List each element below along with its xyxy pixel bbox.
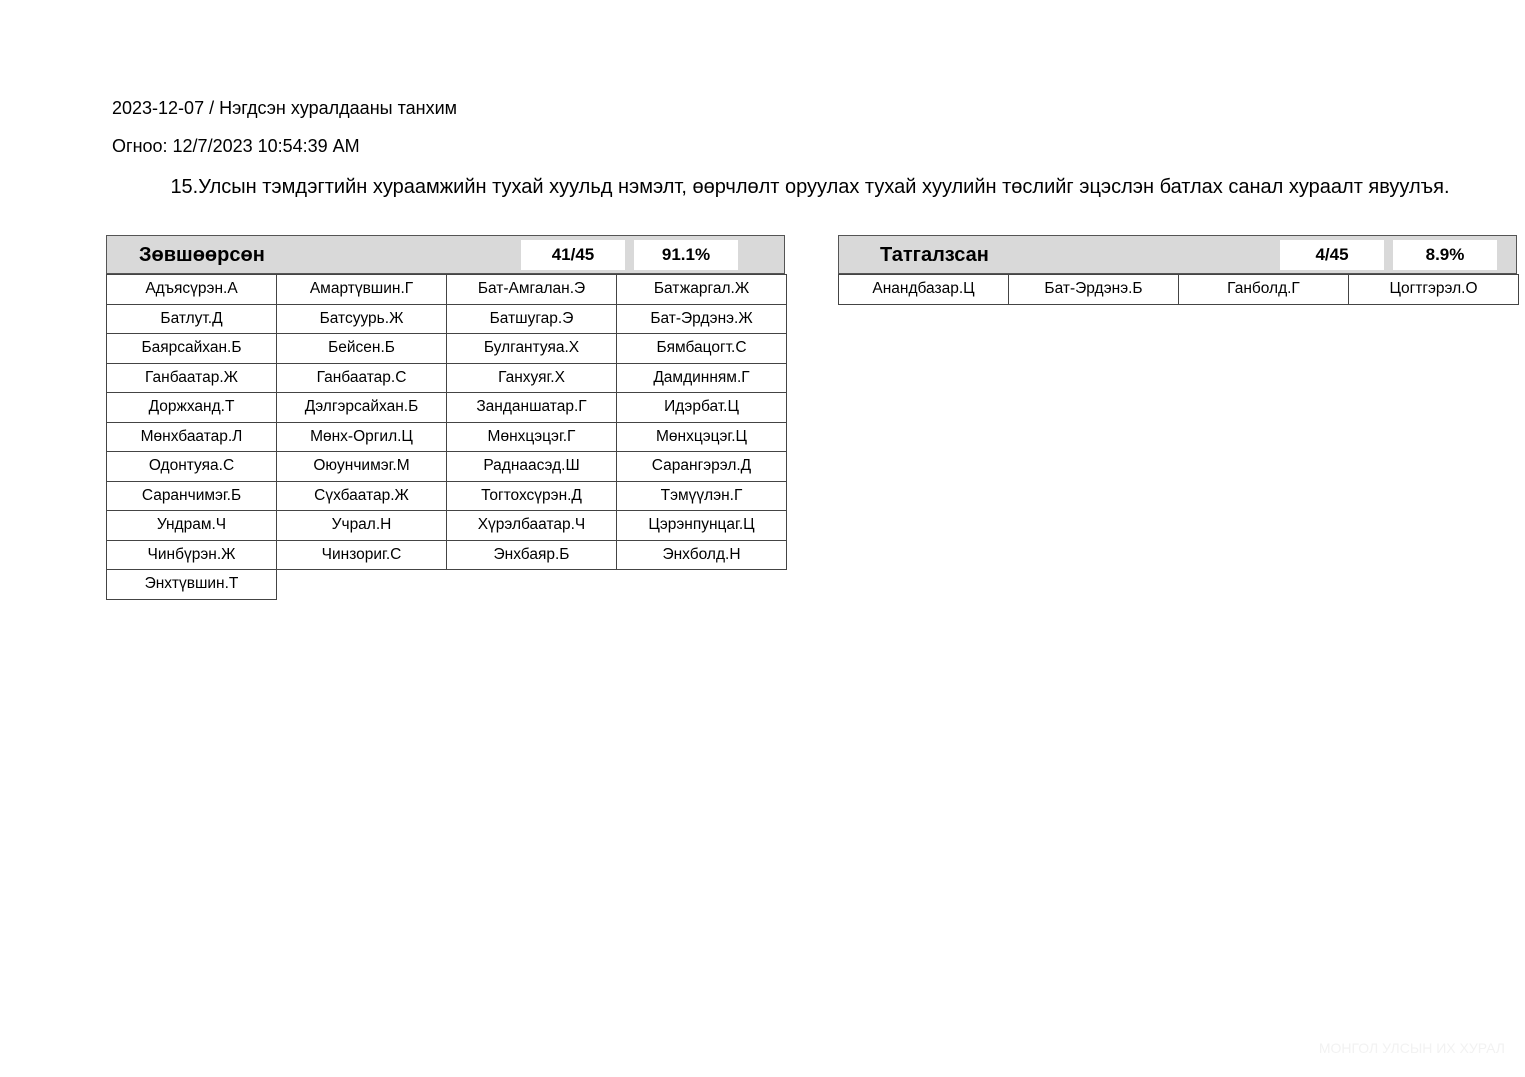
rejected-panel [838, 235, 1517, 304]
voter-name-cell: Сүхбаатар.Ж [276, 481, 447, 512]
vote-title: 15.Улсын тэмдэгтийн хураамжийн тухай хуульд нэмэлт, өөрчлөлт оруулах тухай хуулийн төслийг эцэслэн батлах санал хураалт явуулъя. [170, 176, 1450, 198]
voter-name-cell: Тэмүүлэн.Г [616, 481, 787, 512]
approved-panel [106, 235, 785, 599]
voter-name-cell: Бат-Амгалан.Э [446, 274, 617, 305]
voter-name-cell: Чинзориг.С [276, 540, 447, 571]
rejected-count: 4/45 [1280, 240, 1384, 270]
voter-name-cell: Бямбацогт.С [616, 333, 787, 364]
voter-name-cell: Амартүвшин.Г [276, 274, 447, 305]
approved-names-grid [106, 274, 785, 599]
voter-name-cell: Саранчимэг.Б [106, 481, 277, 512]
voter-name-cell: Ганхуяг.Х [446, 363, 617, 394]
voter-name-cell: Батжаргал.Ж [616, 274, 787, 305]
voter-name-cell: Бат-Эрдэнэ.Ж [616, 304, 787, 335]
voter-name-cell: Мөнхбаатар.Л [106, 422, 277, 453]
voter-name-cell: Дэлгэрсайхан.Б [276, 392, 447, 423]
voter-name-cell: Энхтүвшин.Т [106, 569, 277, 600]
voter-name-cell: Занданшатар.Г [446, 392, 617, 423]
voter-name-cell: Хүрэлбаатар.Ч [446, 510, 617, 541]
voter-name-cell: Цогтгэрэл.О [1348, 274, 1519, 305]
approved-percent: 91.1% [634, 240, 738, 270]
watermark: МОНГОЛ УЛСЫН ИХ ХУРАЛ [1318, 1040, 1505, 1056]
rejected-label: Татгалзсан [880, 244, 989, 266]
date-line: Огноо: 12/7/2023 10:54:39 AM [112, 136, 360, 156]
voter-name-cell: Адъясүрэн.А [106, 274, 277, 305]
voter-name-cell: Мөнхцэцэг.Г [446, 422, 617, 453]
voter-name-cell: Батсуурь.Ж [276, 304, 447, 335]
voter-name-cell: Тогтохсүрэн.Д [446, 481, 617, 512]
voter-name-cell: Мөнхцэцэг.Ц [616, 422, 787, 453]
voter-name-cell: Цэрэнпунцаг.Ц [616, 510, 787, 541]
voter-name-cell: Сарангэрэл.Д [616, 451, 787, 482]
approved-label: Зөвшөөрсөн [139, 244, 265, 266]
voter-name-cell: Энхболд.Н [616, 540, 787, 571]
voter-name-cell: Оюунчимэг.М [276, 451, 447, 482]
voter-name-cell: Батлут.Д [106, 304, 277, 335]
voter-name-cell: Батшугар.Э [446, 304, 617, 335]
voter-name-cell: Булгантуяа.Х [446, 333, 617, 364]
voter-name-cell: Бат-Эрдэнэ.Б [1008, 274, 1179, 305]
voter-name-cell: Ганболд.Г [1178, 274, 1349, 305]
approved-header [106, 235, 785, 274]
voter-name-cell: Ундрам.Ч [106, 510, 277, 541]
voter-name-cell: Анандбазар.Ц [838, 274, 1009, 305]
rejected-header [838, 235, 1517, 274]
voter-name-cell: Дамдинням.Г [616, 363, 787, 394]
voter-name-cell: Ганбаатар.С [276, 363, 447, 394]
voter-name-cell: Раднаасэд.Ш [446, 451, 617, 482]
voter-name-cell: Одонтуяа.С [106, 451, 277, 482]
voter-name-cell: Мөнх-Оргил.Ц [276, 422, 447, 453]
voter-name-cell: Бейсен.Б [276, 333, 447, 364]
voter-name-cell: Энхбаяр.Б [446, 540, 617, 571]
approved-count: 41/45 [521, 240, 625, 270]
rejected-names-grid [838, 274, 1517, 304]
voter-name-cell: Ганбаатар.Ж [106, 363, 277, 394]
rejected-percent: 8.9% [1393, 240, 1497, 270]
voter-name-cell: Учрал.Н [276, 510, 447, 541]
voter-name-cell: Идэрбат.Ц [616, 392, 787, 423]
voter-name-cell: Доржханд.Т [106, 392, 277, 423]
voter-name-cell: Баярсайхан.Б [106, 333, 277, 364]
session-line: 2023-12-07 / Нэгдсэн хуралдааны танхим [112, 98, 457, 118]
voter-name-cell: Чинбүрэн.Ж [106, 540, 277, 571]
